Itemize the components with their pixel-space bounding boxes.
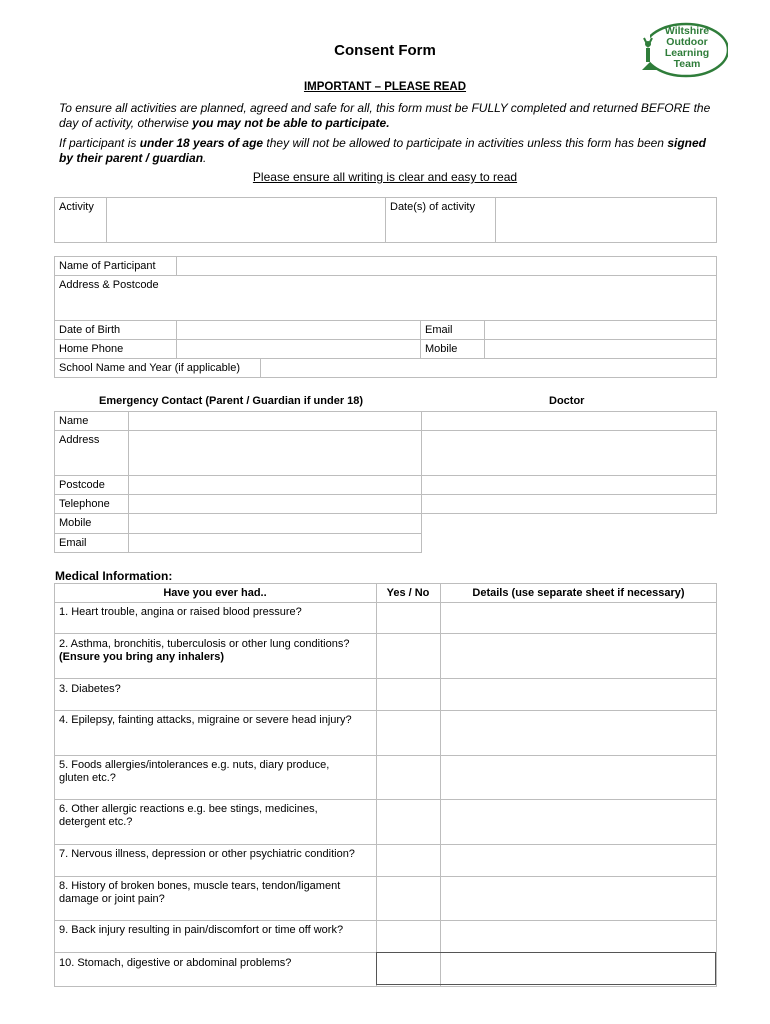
doctor-fields[interactable] — [422, 412, 716, 513]
emergency-name-label: Name — [59, 415, 89, 427]
doctor-heading: Doctor — [549, 395, 585, 407]
participant-address-field[interactable] — [177, 276, 716, 319]
page-title: Consent Form — [334, 42, 436, 59]
emergency-contact-fields[interactable] — [129, 412, 420, 552]
home-phone-label: Home Phone — [59, 343, 124, 355]
question-8: 8. History of broken bones, muscle tears, tendon/ligament damage or joint pain? — [59, 880, 341, 905]
intro-paragraph-1: To ensure all activities are planned, agreed and safe for all, this form must be FULLY completed and returned BEFORE the day of activity, otherwise you may not be able to participate. — [59, 101, 711, 130]
important-heading: IMPORTANT – PLEASE READ — [303, 81, 467, 93]
question-3: 3. Diabetes? — [59, 683, 121, 695]
participant-email-field[interactable] — [485, 321, 716, 338]
school-name-field[interactable] — [261, 359, 716, 377]
emergency-address-label: Address — [59, 434, 100, 446]
question-4: 4. Epilepsy, fainting attacks, migraine or severe head injury? — [59, 714, 352, 726]
emergency-telephone-label: Telephone — [59, 498, 110, 510]
col-yesno-header: Yes / No — [386, 587, 430, 599]
medical-information-title: Medical Information: — [55, 569, 173, 583]
question-5: 5. Foods allergies/intolerances e.g. nuts, diary produce, gluten etc.? — [59, 759, 330, 784]
emergency-postcode-label: Postcode — [59, 479, 105, 491]
question-10: 10. Stomach, digestive or abdominal problems? — [59, 957, 292, 969]
school-name-label: School Name and Year (if applicable) — [59, 362, 241, 374]
question-9: 9. Back injury resulting in pain/discomfort or time off work? — [59, 924, 344, 936]
question-6: 6. Other allergic reactions e.g. bee stings, medicines, detergent etc.? — [59, 803, 318, 828]
question-1: 1. Heart trouble, angina or raised blood pressure? — [59, 606, 302, 618]
activity-field[interactable] — [107, 198, 384, 242]
question-2: 2. Asthma, bronchitis, tuberculosis or other lung conditions? (Ensure you bring any inhalers) — [59, 638, 350, 663]
question-7: 7. Nervous illness, depression or other psychiatric condition? — [59, 848, 355, 860]
dates-of-activity-field[interactable] — [496, 198, 716, 242]
emergency-mobile-label: Mobile — [59, 517, 92, 529]
logo-text: Wiltshire Outdoor Learning Team — [664, 25, 710, 70]
writing-notice: Please ensure all writing is clear and easy to read — [252, 170, 518, 184]
participant-name-field[interactable] — [177, 257, 716, 274]
emergency-email-label: Email — [59, 537, 87, 549]
col-question-header: Have you ever had.. — [163, 587, 267, 599]
activity-label: Activity — [59, 201, 94, 213]
q10-answer-box[interactable] — [376, 952, 716, 985]
participant-mobile-field[interactable] — [485, 340, 716, 357]
col-details-header: Details (use separate sheet if necessary) — [472, 587, 685, 599]
participant-email-label: Email — [425, 324, 453, 336]
intro-paragraph-2: If participant is under 18 years of age they will not be allowed to participate in activities unless this form has been signed by their parent / guardian. — [59, 136, 706, 165]
dates-of-activity-label: Date(s) of activity — [390, 201, 475, 213]
participant-address-label: Address & Postcode — [59, 279, 159, 291]
date-of-birth-label: Date of Birth — [59, 324, 121, 336]
participant-name-label: Name of Participant — [59, 260, 156, 272]
home-phone-field[interactable] — [177, 340, 419, 357]
emergency-contact-heading: Emergency Contact (Parent / Guardian if under 18) — [99, 395, 364, 407]
date-of-birth-field[interactable] — [177, 321, 419, 338]
participant-mobile-label: Mobile — [425, 343, 458, 355]
